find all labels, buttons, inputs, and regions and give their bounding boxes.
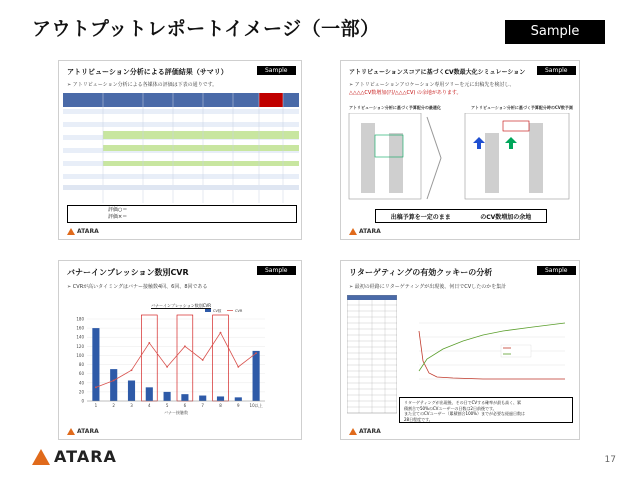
card-title: リターゲティングの有効クッキーの分析 — [349, 268, 493, 277]
card-bullet: ➢ アトリビューション分析による各媒体の評価は下表の通りです。 — [67, 82, 218, 88]
analysis-note-box — [399, 397, 573, 423]
atara-logo-icon — [32, 449, 50, 465]
x-axis-label: バナー接触数 — [164, 410, 188, 415]
legend-box — [67, 205, 297, 223]
sample-badge: Sample — [505, 20, 605, 44]
cvr-point — [95, 386, 97, 388]
legend-swatch — [205, 309, 211, 312]
cvr-point — [166, 366, 168, 368]
legend-bad: 評価×＝ — [108, 214, 128, 220]
bar — [110, 369, 117, 401]
card-logo: ATARA — [67, 428, 99, 435]
banner-cvr-chart — [65, 309, 295, 424]
retargeting-line-chart — [403, 317, 571, 393]
card-bullet: ➢ CVRが高いタイミングはバナー接触数4回、6回、8回である — [67, 284, 208, 290]
card-logo: ATARA — [349, 428, 381, 435]
x-tick-label: 3 — [130, 403, 133, 408]
card-bullet-2: △△△△CV数増加(円/△△△CV) の余地があります。 — [349, 90, 462, 96]
note-line-2: 積割合で50%のCVユーザーの日数は2日前後です。 — [404, 405, 497, 411]
y-tick-label: 40 — [78, 380, 84, 386]
legend-label: CVR — [235, 309, 243, 313]
card-attribution-summary[interactable] — [58, 60, 302, 240]
y-tick-label: 0 — [81, 398, 84, 404]
slide-title: アウトプットレポートイメージ（一部） — [32, 18, 380, 40]
bar — [128, 381, 135, 402]
card-logo: ATARA — [349, 228, 381, 235]
card-bullet-1: ➢ アトリビューションアロケーション専用ツリーを元に出稿先を検討し、 — [349, 82, 515, 88]
bar — [92, 328, 99, 401]
y-tick-label: 20 — [78, 389, 84, 395]
bar — [199, 396, 206, 401]
chart-title: バナーインプレッション数別CVR — [151, 303, 212, 308]
note-line-4: 28日程度です。 — [404, 416, 433, 422]
atara-logo-icon — [67, 228, 75, 235]
atara-logo — [32, 447, 117, 466]
card-bullet: ➢ 最初の経路にリターゲティングが出現後、何日でCVしたのかを集計 — [349, 284, 507, 290]
bar — [146, 387, 153, 401]
y-tick-label: 100 — [76, 352, 84, 358]
cvr-point — [113, 380, 115, 382]
simulation-diagram — [345, 113, 577, 203]
cvr-point — [131, 369, 133, 371]
card-retargeting[interactable] — [340, 260, 580, 440]
card-sample-badge: Sample — [257, 266, 296, 275]
cvr-point — [202, 359, 204, 361]
highlight-box — [213, 315, 229, 401]
atara-logo-icon — [349, 228, 357, 235]
card-sample-badge: Sample — [537, 266, 576, 275]
up-arrow-icon — [505, 137, 517, 149]
card-title: アトリビューション分析による評価結果（サマリ） — [67, 68, 228, 76]
footer-left-text: 出稿予算を一定のまま — [390, 213, 451, 221]
bar — [181, 394, 188, 401]
footer-right-text: のCV数増加の余地 — [480, 213, 532, 221]
card-title: アトリビューションスコアに基づくCV数最大化シミュレーション — [349, 69, 526, 76]
card-logo: ATARA — [67, 228, 99, 235]
y-tick-label: 160 — [76, 325, 84, 331]
highlight-box — [177, 315, 193, 401]
bar — [235, 397, 242, 401]
card-cv-simulation[interactable] — [340, 60, 580, 240]
atara-logo-icon — [349, 428, 357, 435]
x-tick-label: 8 — [219, 403, 222, 408]
footer-box — [375, 209, 547, 223]
bar — [164, 392, 171, 401]
cvr-point — [255, 352, 257, 354]
up-arrow-icon — [473, 137, 485, 149]
y-tick-label: 180 — [76, 316, 84, 322]
note-line-1: リターゲティングが出現後、その日でCVする確率が最も高く、累 — [404, 400, 522, 405]
brand-name: ATARA — [54, 447, 117, 466]
x-tick-label: 2 — [112, 403, 115, 408]
cvr-point — [184, 345, 186, 347]
card-title: バナーインプレッション数別CVR — [67, 268, 189, 277]
cvr-point — [237, 366, 239, 368]
bar — [217, 396, 224, 401]
x-tick-label: 5 — [165, 403, 169, 408]
left-chart-title: アトリビューション分析に基づく予算配分の最適化 — [349, 105, 441, 110]
x-tick-label: 4 — [148, 403, 151, 408]
bar — [253, 351, 260, 401]
y-tick-label: 80 — [78, 362, 84, 368]
atara-logo-icon — [67, 428, 75, 435]
x-tick-label: 9 — [237, 403, 240, 408]
cvr-point — [148, 342, 150, 344]
y-tick-label: 140 — [76, 334, 84, 340]
x-tick-label: 1 — [94, 403, 98, 408]
note-line-3: また全てのCVユーザー（累積割合100%）までが必要な経過日数は — [404, 411, 525, 416]
legend-good: 評価○＝ — [108, 207, 128, 213]
summary-table — [63, 93, 299, 203]
retargeting-table — [347, 295, 397, 415]
x-tick-label: 10以上 — [249, 403, 263, 408]
card-banner-cvr[interactable] — [58, 260, 302, 440]
card-sample-badge: Sample — [257, 66, 296, 75]
page-number: 17 — [604, 455, 616, 465]
cvr-line — [96, 333, 256, 388]
legend-label: CV数 — [213, 309, 222, 313]
x-tick-label: 6 — [183, 403, 187, 408]
card-sample-badge: Sample — [537, 66, 576, 75]
cvr-point — [220, 332, 222, 334]
y-tick-label: 60 — [78, 371, 84, 377]
y-tick-label: 120 — [76, 343, 84, 349]
right-chart-title: アトリビューション分析に基づく予算配分時のCV数予測 — [471, 105, 573, 110]
x-tick-label: 7 — [201, 403, 204, 408]
